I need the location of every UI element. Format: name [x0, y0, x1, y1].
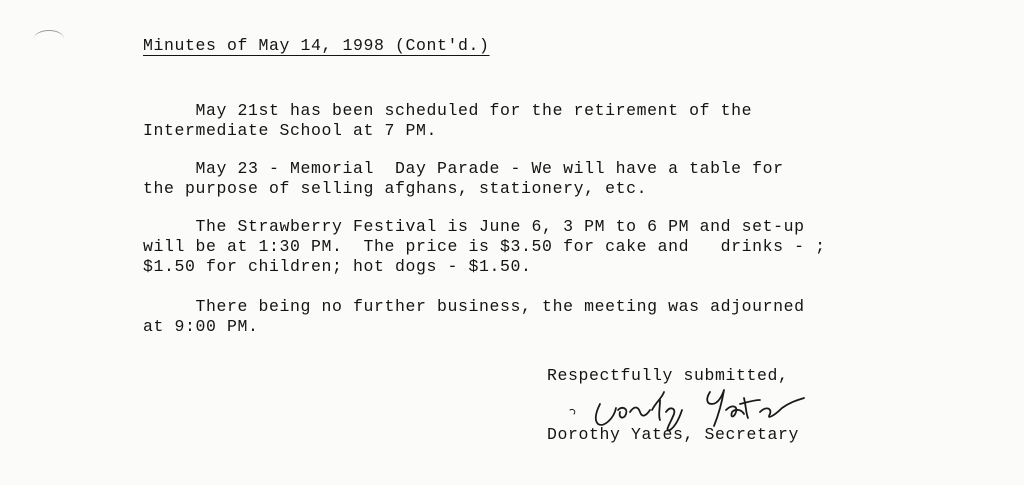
closing-salutation: Respectfully submitted,	[547, 366, 789, 385]
paragraph-line: $1.50 for children; hot dogs - $1.50.	[143, 257, 532, 276]
signer-name: Dorothy Yates, Secretary	[547, 425, 800, 444]
paragraph-line: The Strawberry Festival is June 6, 3 PM to 6 PM and set-up	[143, 217, 805, 236]
paragraph-line: There being no further business, the meeting was adjourned	[143, 297, 805, 316]
paragraph-strawberry-festival	[143, 217, 826, 277]
paragraph-line: Intermediate School at 7 PM.	[143, 121, 438, 140]
paragraph-memorial-day	[143, 159, 784, 199]
paragraph-adjournment	[143, 297, 805, 337]
paragraph-line: the purpose of selling afghans, stationery, etc.	[143, 179, 648, 198]
paragraph-line: at 9:00 PM.	[143, 317, 259, 336]
page-corner-mark	[34, 30, 64, 47]
paragraph-line: will be at 1:30 PM. The price is $3.50 for cake and drinks - ;	[143, 237, 826, 256]
minutes-heading: Minutes of May 14, 1998 (Cont'd.)	[143, 36, 490, 55]
paragraph-line: May 23 - Memorial Day Parade - We will have a table for	[143, 159, 784, 178]
paragraph-retirement	[143, 101, 752, 141]
paragraph-line: May 21st has been scheduled for the retirement of the	[143, 101, 753, 120]
